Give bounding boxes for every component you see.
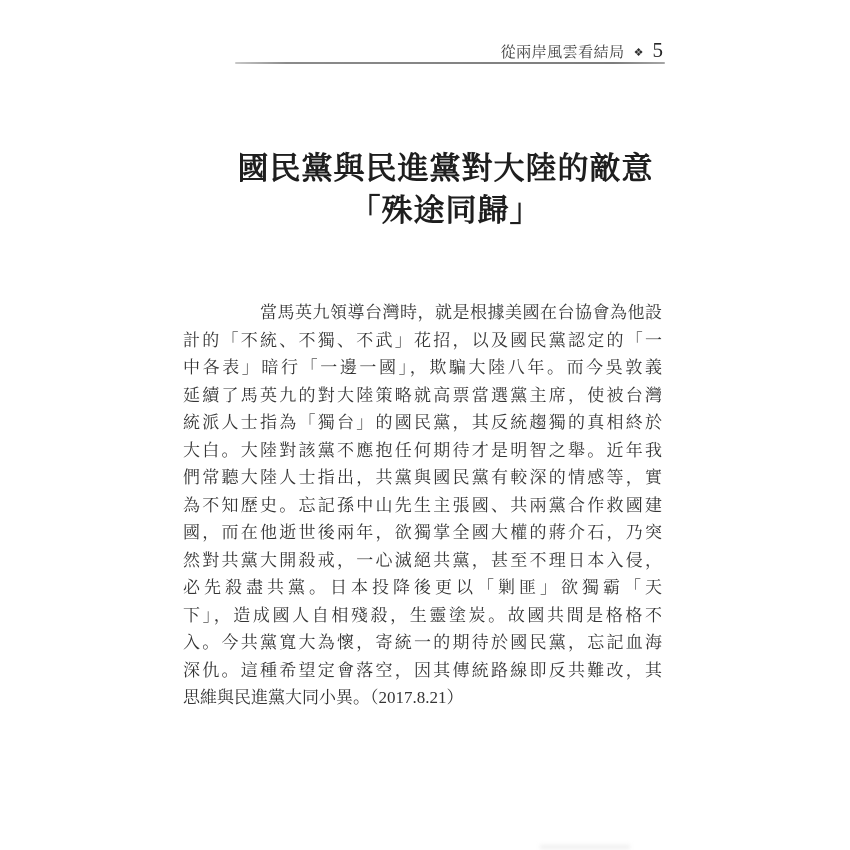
- body-text-line: 中各表」暗行「一邊一國」，欺騙大陸八年。而今吳敦義: [183, 358, 662, 377]
- body-text-line: 們常聽大陸人士指出，共黨與國民黨有較深的情感等，實: [183, 468, 662, 487]
- body-text-line: 必先殺盡共黨。日本投降後更以「剿匪」欲獨霸「天: [183, 578, 662, 597]
- chapter-title: [206, 148, 685, 232]
- chapter-title-line-2: 「殊途同歸」: [349, 193, 542, 228]
- body-paragraph: [183, 299, 662, 712]
- body-text-line: 當馬英九領導台灣時，就是根據美國在台協會為他設: [260, 303, 662, 322]
- body-text-line: 思維與民進黨大同小異。（2017.8.21）: [183, 688, 464, 707]
- body-text-line: 延續了馬英九的對大陸策略就高票當選黨主席，使被台灣: [183, 385, 662, 405]
- chapter-title-line-1: 國民黨與民進黨對大陸的敵意: [237, 151, 654, 186]
- body-text-line: 然對共黨大開殺戒，一心滅絕共黨，甚至不理日本入侵，: [183, 550, 662, 570]
- running-title: 從兩岸風雲看結局: [500, 45, 625, 61]
- body-text-line: 入。今共黨寬大為懷，寄統一的期待於國民黨，忘記血海: [183, 633, 662, 652]
- page-number: 5: [652, 38, 663, 62]
- body-text-line: 國，而在他逝世後兩年，欲獨掌全國大權的蔣介石，乃突: [183, 523, 662, 542]
- body-text-line: 計的「不統、不獨、不武」花招，以及國民黨認定的「一: [183, 330, 662, 350]
- header-rule: [235, 62, 665, 64]
- diamond-ornament-icon: ❖: [633, 47, 644, 59]
- scan-artifact: [540, 845, 630, 849]
- body-text-line: 為不知歷史。忘記孫中山先生主張國、共兩黨合作救國建: [183, 495, 662, 515]
- body-text-line: 深仇。這種希望定會落空，因其傳統路線即反共難改，其: [183, 660, 662, 680]
- body-text-line: 統派人士指為「獨台」的國民黨，其反統趨獨的真相終於: [183, 413, 662, 432]
- page-header: [0, 40, 663, 62]
- body-text-line: 下」，造成國人自相殘殺，生靈塗炭。故國共間是格格不: [183, 605, 662, 625]
- body-text-line: 大白。大陸對該黨不應抱任何期待才是明智之舉。近年我: [183, 440, 662, 460]
